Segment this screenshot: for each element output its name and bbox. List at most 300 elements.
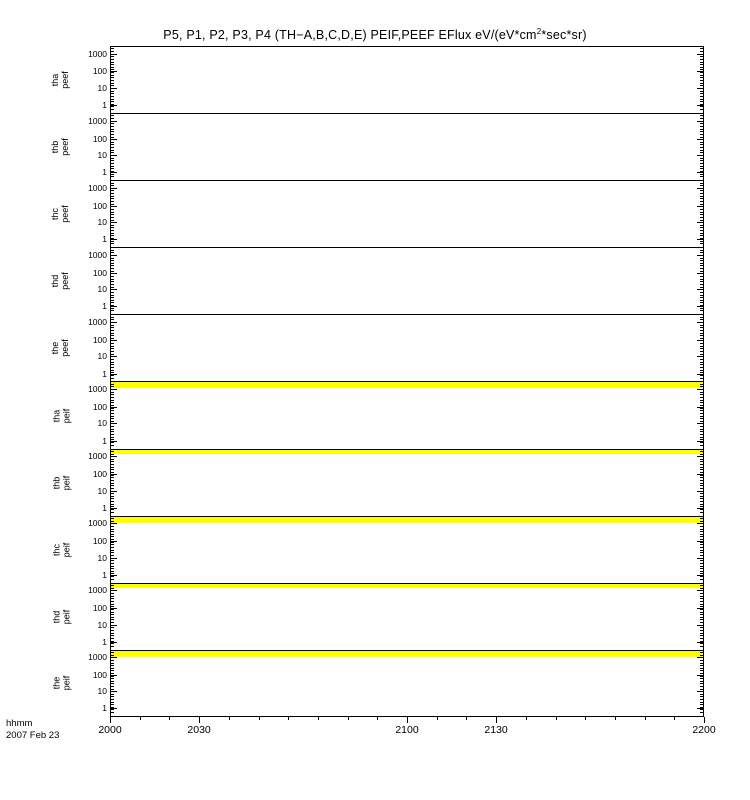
- x-tick-mark-minor: [556, 717, 557, 720]
- y-tick-mark-minor: [111, 547, 114, 548]
- panel-label-line1: the: [51, 677, 62, 690]
- y-tick-label: 1000: [88, 182, 107, 193]
- y-tick-mark-minor: [700, 158, 703, 159]
- y-tick-mark-minor: [700, 335, 703, 336]
- y-tick-mark-minor: [111, 392, 114, 393]
- y-tick-mark-minor: [111, 80, 114, 81]
- y-tick-mark-minor: [111, 579, 114, 580]
- y-tick-mark-minor: [700, 596, 703, 597]
- y-tick-mark-minor: [700, 348, 703, 349]
- y-tick-mark-minor: [700, 123, 703, 124]
- y-tick-mark-minor: [111, 346, 114, 347]
- y-tick-label: 1: [102, 234, 107, 245]
- y-tick-mark-minor: [111, 99, 114, 100]
- y-tick-label: 10: [97, 552, 107, 563]
- y-tick-label: 1: [102, 167, 107, 178]
- y-tick-mark-minor: [700, 273, 703, 274]
- chart-panel: [51, 516, 704, 583]
- y-tick-mark-minor: [700, 612, 703, 613]
- y-tick-mark-minor: [700, 183, 703, 184]
- y-tick-mark-minor: [700, 445, 703, 446]
- y-tick-mark-minor: [700, 426, 703, 427]
- x-tick-mark: [496, 717, 497, 723]
- y-tick-mark-minor: [111, 204, 114, 205]
- y-tick-mark-minor: [700, 389, 703, 390]
- y-tick-mark-minor: [700, 563, 703, 564]
- y-tick-mark-minor: [700, 696, 703, 697]
- y-tick-mark-minor: [700, 378, 703, 379]
- y-tick-mark-minor: [111, 375, 114, 376]
- panel-label-line2: peif: [61, 475, 72, 490]
- y-tick-mark-minor: [111, 48, 114, 49]
- x-tick-mark-minor: [377, 717, 378, 720]
- y-tick-mark-minor: [111, 384, 114, 385]
- y-tick-mark-minor: [700, 137, 703, 138]
- y-tick-mark-minor: [700, 131, 703, 132]
- y-tick-mark-minor: [111, 408, 114, 409]
- y-tick-mark-minor: [111, 152, 114, 153]
- y-tick-mark-minor: [111, 214, 114, 215]
- y-tick-mark-minor: [700, 542, 703, 543]
- y-tick-mark-minor: [111, 59, 114, 60]
- x-tick-mark-minor: [259, 717, 260, 720]
- data-band: [111, 382, 703, 388]
- panel-label: [52, 408, 72, 423]
- y-tick-mark-minor: [700, 560, 703, 561]
- y-tick-label: 1: [102, 100, 107, 111]
- y-tick-mark-minor: [700, 190, 703, 191]
- y-tick-mark-minor: [111, 64, 114, 65]
- y-tick-mark-minor: [700, 550, 703, 551]
- y-tick-mark-minor: [700, 702, 703, 703]
- y-tick-mark-minor: [111, 686, 114, 687]
- y-tick-mark-minor: [700, 451, 703, 452]
- y-tick-mark-minor: [111, 106, 114, 107]
- y-tick-mark-minor: [700, 523, 703, 524]
- y-tick-mark-minor: [700, 526, 703, 527]
- y-tick-mark-minor: [111, 539, 114, 540]
- y-tick-mark-minor: [700, 364, 703, 365]
- y-tick-mark-minor: [700, 480, 703, 481]
- y-tick-mark-minor: [111, 464, 114, 465]
- y-tick-mark-minor: [700, 263, 703, 264]
- y-tick-mark-minor: [700, 252, 703, 253]
- y-tick-mark-minor: [700, 88, 703, 89]
- chart-panel: [50, 247, 704, 314]
- y-tick-mark-minor: [700, 686, 703, 687]
- y-tick-mark-minor: [111, 279, 114, 280]
- y-tick-mark-minor: [111, 506, 114, 507]
- y-tick-mark-minor: [111, 67, 114, 68]
- y-tick-label: 1: [102, 636, 107, 647]
- data-band: [111, 517, 703, 523]
- y-tick-mark-minor: [700, 204, 703, 205]
- y-axis-ticks: [73, 584, 111, 650]
- y-tick-mark-minor: [111, 531, 114, 532]
- y-tick-mark-minor: [700, 118, 703, 119]
- chart-panel: [51, 449, 704, 516]
- y-tick-mark-minor: [700, 302, 703, 303]
- y-tick-mark-minor: [700, 638, 703, 639]
- y-tick-mark-minor: [700, 397, 703, 398]
- y-tick-mark-minor: [111, 509, 114, 510]
- y-tick-mark-minor: [111, 550, 114, 551]
- x-tick-mark-minor: [645, 717, 646, 720]
- y-tick-mark-minor: [111, 439, 114, 440]
- y-tick-mark-minor: [111, 284, 114, 285]
- y-tick-mark-minor: [111, 88, 114, 89]
- y-tick-mark-minor: [111, 233, 114, 234]
- y-tick-mark-minor: [111, 635, 114, 636]
- y-tick-mark-minor: [111, 362, 114, 363]
- y-tick-mark-minor: [111, 335, 114, 336]
- y-tick-mark-minor: [700, 238, 703, 239]
- y-tick-mark-minor: [111, 190, 114, 191]
- y-tick-mark-minor: [111, 604, 114, 605]
- y-tick-mark-minor: [700, 54, 703, 55]
- y-tick-mark-minor: [700, 496, 703, 497]
- y-tick-mark-minor: [111, 327, 114, 328]
- y-tick-label: 1: [102, 502, 107, 513]
- y-tick-mark-minor: [111, 198, 114, 199]
- y-tick-mark-minor: [700, 289, 703, 290]
- y-tick-mark-minor: [700, 297, 703, 298]
- y-tick-mark-minor: [700, 255, 703, 256]
- y-tick-mark-minor: [700, 668, 703, 669]
- panel-label-line1: tha: [50, 73, 61, 87]
- y-tick-mark-minor: [700, 310, 703, 311]
- y-tick-mark-minor: [700, 201, 703, 202]
- y-tick-mark-minor: [700, 75, 703, 76]
- y-tick-mark-minor: [111, 72, 114, 73]
- y-tick-mark-minor: [111, 118, 114, 119]
- y-tick-mark-minor: [700, 573, 703, 574]
- panel-label-line2: peif: [61, 408, 72, 423]
- y-tick-mark-minor: [700, 372, 703, 373]
- y-tick-mark-minor: [700, 506, 703, 507]
- y-tick-mark-minor: [111, 563, 114, 564]
- y-tick-mark-minor: [700, 241, 703, 242]
- y-tick-mark-minor: [111, 689, 114, 690]
- y-tick-mark-minor: [700, 655, 703, 656]
- y-tick-mark-minor: [700, 498, 703, 499]
- y-tick-mark-minor: [700, 91, 703, 92]
- y-tick-label: 1000: [88, 384, 107, 395]
- y-tick-mark-minor: [111, 338, 114, 339]
- y-tick-mark-minor: [111, 568, 114, 569]
- panel-label: [50, 205, 70, 223]
- y-tick-mark-minor: [111, 627, 114, 628]
- y-tick-mark-minor: [111, 212, 114, 213]
- y-tick-mark-minor: [111, 622, 114, 623]
- y-tick-label: 1000: [88, 652, 107, 663]
- x-tick-mark-minor: [229, 717, 230, 720]
- y-tick-mark-minor: [111, 660, 114, 661]
- panel-label-line1: thd: [50, 275, 61, 288]
- y-tick-mark-minor: [111, 340, 114, 341]
- y-tick-mark-minor: [111, 707, 114, 708]
- y-tick-label: 100: [92, 66, 107, 77]
- y-tick-mark-minor: [700, 657, 703, 658]
- y-tick-mark-minor: [111, 333, 114, 334]
- y-tick-mark-minor: [111, 445, 114, 446]
- y-tick-mark-minor: [700, 504, 703, 505]
- y-tick-label: 10: [97, 485, 107, 496]
- y-tick-mark-minor: [700, 536, 703, 537]
- y-tick-mark-minor: [111, 310, 114, 311]
- y-tick-mark-minor: [111, 646, 114, 647]
- y-tick-mark-minor: [700, 134, 703, 135]
- y-tick-mark-minor: [111, 378, 114, 379]
- y-tick-mark-minor: [700, 625, 703, 626]
- y-tick-mark-minor: [111, 185, 114, 186]
- y-tick-mark-minor: [111, 243, 114, 244]
- y-tick-mark-minor: [111, 308, 114, 309]
- y-tick-mark-minor: [700, 308, 703, 309]
- y-tick-mark-minor: [111, 144, 114, 145]
- y-tick-mark-minor: [111, 260, 114, 261]
- y-tick-mark-minor: [111, 265, 114, 266]
- y-tick-mark-minor: [111, 206, 114, 207]
- y-tick-mark-minor: [111, 115, 114, 116]
- y-tick-mark-minor: [700, 292, 703, 293]
- y-tick-mark-minor: [700, 222, 703, 223]
- y-tick-mark-minor: [111, 638, 114, 639]
- chart-panel: [50, 314, 704, 381]
- y-tick-mark-minor: [111, 442, 114, 443]
- y-tick-mark-minor: [111, 289, 114, 290]
- x-tick-label: 2200: [692, 724, 716, 736]
- panel-label-line1: tha: [51, 409, 62, 422]
- y-tick-mark-minor: [111, 498, 114, 499]
- y-tick-label: 1000: [88, 316, 107, 327]
- y-tick-mark-minor: [111, 451, 114, 452]
- y-tick-mark-minor: [111, 305, 114, 306]
- y-tick-mark-minor: [111, 325, 114, 326]
- y-tick-mark-minor: [700, 437, 703, 438]
- y-tick-mark-minor: [700, 493, 703, 494]
- panel-label: [52, 542, 72, 557]
- y-tick-label: 1000: [88, 249, 107, 260]
- y-tick-mark-minor: [111, 521, 114, 522]
- y-tick-label: 100: [92, 603, 107, 614]
- y-tick-mark-minor: [111, 469, 114, 470]
- y-tick-mark-minor: [700, 356, 703, 357]
- panel-label: [50, 138, 70, 156]
- y-tick-mark-minor: [700, 512, 703, 513]
- y-tick-mark-minor: [111, 372, 114, 373]
- y-tick-mark-minor: [111, 429, 114, 430]
- y-tick-mark-minor: [700, 566, 703, 567]
- y-tick-mark-minor: [700, 604, 703, 605]
- y-tick-mark-minor: [111, 402, 114, 403]
- y-tick-mark-minor: [111, 585, 114, 586]
- y-tick-mark-minor: [111, 300, 114, 301]
- y-tick-mark-minor: [111, 477, 114, 478]
- y-tick-label: 1000: [88, 585, 107, 596]
- y-tick-mark-minor: [111, 91, 114, 92]
- y-tick-mark-minor: [700, 147, 703, 148]
- y-tick-mark-minor: [700, 619, 703, 620]
- y-tick-mark-minor: [111, 601, 114, 602]
- y-tick-mark-minor: [111, 431, 114, 432]
- y-tick-mark-minor: [700, 206, 703, 207]
- y-tick-mark-minor: [111, 410, 114, 411]
- y-tick-mark-minor: [111, 69, 114, 70]
- y-tick-mark-minor: [700, 139, 703, 140]
- y-tick-mark-minor: [111, 83, 114, 84]
- y-tick-mark-minor: [700, 421, 703, 422]
- y-axis-ticks: [73, 248, 111, 314]
- y-tick-mark-minor: [700, 51, 703, 52]
- y-tick-mark-minor: [111, 287, 114, 288]
- x-tick-mark: [199, 717, 200, 723]
- x-tick-mark-minor: [169, 717, 170, 720]
- y-tick-mark-minor: [111, 276, 114, 277]
- y-tick-mark-minor: [700, 434, 703, 435]
- y-tick-mark-minor: [111, 665, 114, 666]
- y-tick-mark-minor: [700, 635, 703, 636]
- y-tick-mark-minor: [700, 552, 703, 553]
- y-tick-mark-minor: [700, 485, 703, 486]
- y-tick-mark-minor: [700, 227, 703, 228]
- y-tick-mark-minor: [700, 93, 703, 94]
- y-tick-mark-minor: [700, 174, 703, 175]
- data-band: [111, 651, 703, 657]
- y-tick-mark-minor: [111, 529, 114, 530]
- y-tick-mark-minor: [111, 609, 114, 610]
- y-tick-mark-minor: [111, 641, 114, 642]
- y-tick-mark-minor: [111, 683, 114, 684]
- y-tick-mark-minor: [111, 96, 114, 97]
- x-axis-caption: [6, 718, 59, 742]
- y-tick-mark-minor: [111, 426, 114, 427]
- y-tick-mark-minor: [111, 222, 114, 223]
- chart-panel: [51, 381, 704, 448]
- y-tick-mark-minor: [111, 467, 114, 468]
- y-tick-mark-minor: [700, 518, 703, 519]
- y-tick-mark-minor: [111, 188, 114, 189]
- panel-label: [50, 71, 70, 89]
- y-tick-mark-minor: [111, 217, 114, 218]
- y-tick-label: 10: [97, 150, 107, 161]
- panel-label: [52, 475, 72, 490]
- x-tick-label: 2130: [484, 724, 508, 736]
- y-tick-mark-minor: [700, 319, 703, 320]
- y-tick-mark-minor: [700, 325, 703, 326]
- y-tick-mark-minor: [111, 633, 114, 634]
- x-tick-mark: [110, 717, 111, 723]
- y-tick-mark-minor: [111, 250, 114, 251]
- y-tick-label: 1: [102, 569, 107, 580]
- y-tick-mark-minor: [111, 576, 114, 577]
- y-tick-mark-minor: [111, 302, 114, 303]
- y-tick-mark-minor: [700, 392, 703, 393]
- y-tick-mark-minor: [111, 459, 114, 460]
- y-tick-mark-minor: [700, 359, 703, 360]
- y-tick-mark-minor: [700, 660, 703, 661]
- y-tick-mark-minor: [700, 243, 703, 244]
- y-tick-mark-minor: [700, 287, 703, 288]
- y-tick-mark-minor: [700, 284, 703, 285]
- y-tick-mark-minor: [111, 131, 114, 132]
- panel-label-line2: peef: [60, 138, 71, 156]
- x-tick-mark-minor: [348, 717, 349, 720]
- y-tick-mark-minor: [111, 397, 114, 398]
- y-tick-mark-minor: [111, 168, 114, 169]
- y-tick-mark-minor: [111, 416, 114, 417]
- y-tick-mark-minor: [111, 694, 114, 695]
- y-tick-mark-minor: [700, 429, 703, 430]
- panel-stack: [50, 46, 704, 717]
- y-tick-mark-minor: [700, 461, 703, 462]
- y-tick-mark-minor: [111, 676, 114, 677]
- panel-label: [50, 340, 70, 358]
- y-tick-mark-minor: [700, 375, 703, 376]
- y-tick-mark-minor: [111, 174, 114, 175]
- y-tick-mark-minor: [111, 504, 114, 505]
- panel-label-line1: thb: [51, 476, 62, 489]
- y-tick-mark-minor: [700, 509, 703, 510]
- y-tick-mark-minor: [111, 472, 114, 473]
- y-tick-mark-minor: [700, 593, 703, 594]
- y-tick-mark-minor: [111, 456, 114, 457]
- y-tick-mark-minor: [111, 704, 114, 705]
- y-tick-mark-minor: [111, 523, 114, 524]
- chart-title: [0, 27, 750, 42]
- y-tick-mark-minor: [700, 585, 703, 586]
- y-tick-mark-minor: [111, 454, 114, 455]
- y-tick-mark-minor: [700, 534, 703, 535]
- y-tick-mark-minor: [111, 75, 114, 76]
- y-tick-mark-minor: [111, 542, 114, 543]
- y-tick-mark-minor: [111, 598, 114, 599]
- y-tick-mark-minor: [700, 235, 703, 236]
- y-tick-mark-minor: [700, 691, 703, 692]
- y-tick-label: 1000: [88, 115, 107, 126]
- y-tick-mark-minor: [700, 681, 703, 682]
- y-tick-mark-minor: [700, 265, 703, 266]
- y-tick-mark-minor: [700, 185, 703, 186]
- y-tick-mark-minor: [700, 689, 703, 690]
- y-tick-mark-minor: [111, 657, 114, 658]
- y-tick-mark-minor: [111, 526, 114, 527]
- y-tick-mark-minor: [111, 104, 114, 105]
- y-tick-mark-minor: [700, 413, 703, 414]
- y-tick-mark-minor: [700, 99, 703, 100]
- y-tick-mark-minor: [700, 176, 703, 177]
- y-tick-mark-minor: [111, 271, 114, 272]
- y-tick-mark-minor: [111, 281, 114, 282]
- y-tick-mark-minor: [700, 531, 703, 532]
- y-tick-mark-minor: [111, 230, 114, 231]
- y-tick-mark-minor: [111, 560, 114, 561]
- y-tick-mark-minor: [700, 571, 703, 572]
- y-tick-mark-minor: [700, 330, 703, 331]
- y-tick-mark-minor: [700, 163, 703, 164]
- y-tick-mark-minor: [700, 300, 703, 301]
- y-tick-mark-minor: [111, 150, 114, 151]
- y-tick-mark-minor: [111, 558, 114, 559]
- y-tick-mark-minor: [111, 354, 114, 355]
- y-tick-mark-minor: [700, 72, 703, 73]
- y-tick-mark-minor: [700, 477, 703, 478]
- y-tick-mark-minor: [700, 643, 703, 644]
- y-tick-mark-minor: [700, 469, 703, 470]
- y-tick-mark-minor: [111, 552, 114, 553]
- y-tick-label: 10: [97, 217, 107, 228]
- y-tick-mark-minor: [700, 48, 703, 49]
